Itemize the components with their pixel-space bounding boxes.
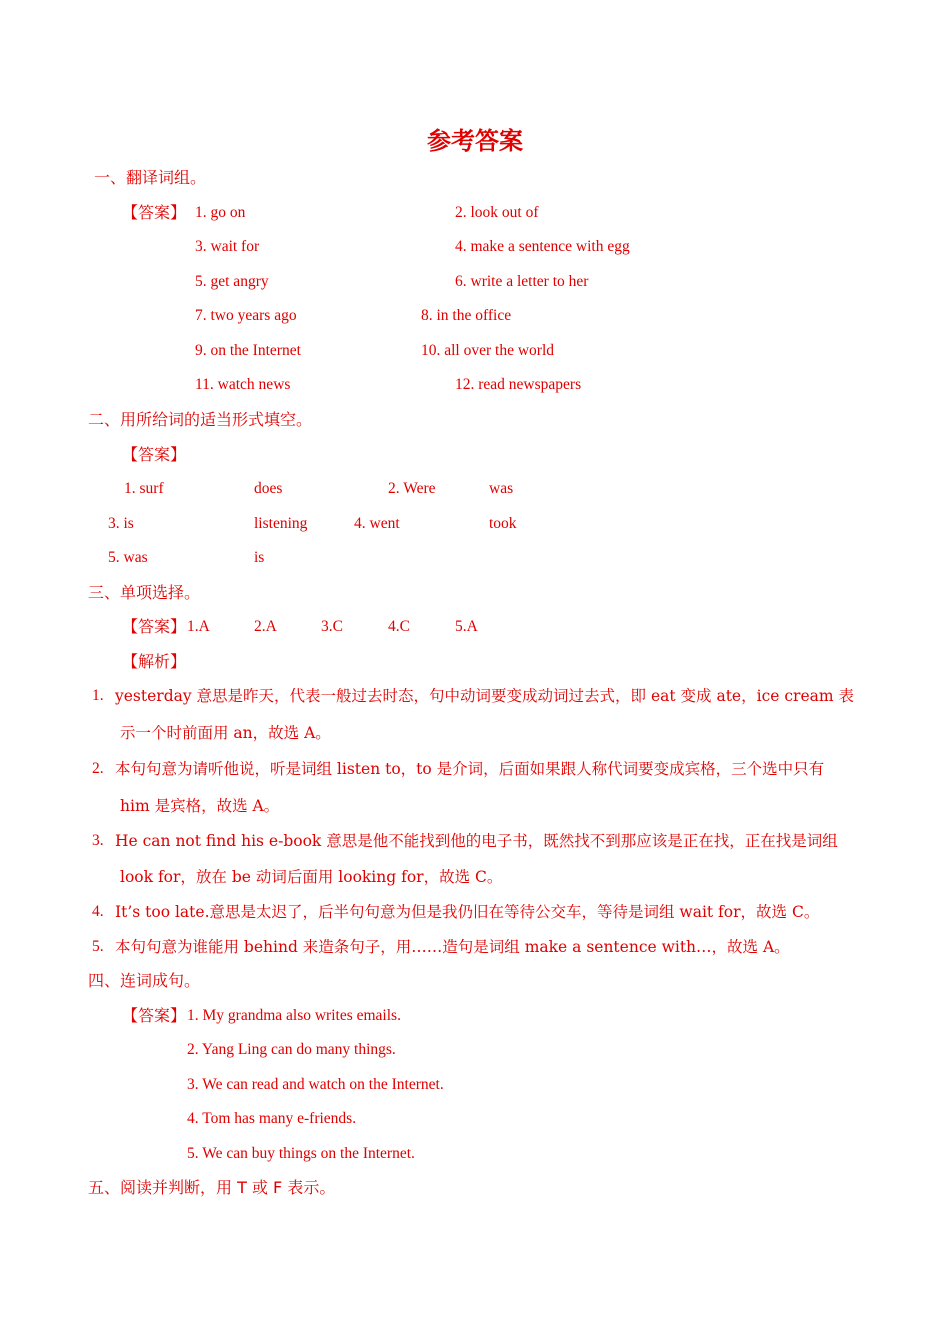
choice-answer: 4.C — [388, 618, 410, 635]
note-text: He can not find his e-book 意思是他不能找到他的电子书，既然找不到那应该是正在找，正在找是词组 — [115, 832, 838, 850]
sentence-answer: 5. We can buy things on the Internet. — [187, 1145, 415, 1162]
phrase-8: 8. in the office — [421, 307, 512, 324]
note-text: 本句句意为请听他说，听是词组 listen to，to 是介词，后面如果跟人称代词要变成宾格，三个选中只有 — [115, 760, 825, 778]
fill-answer: was — [489, 480, 514, 497]
fill-answer: is — [254, 549, 265, 566]
sentence-answer: 2. Yang Ling can do many things. — [187, 1041, 396, 1058]
phrase-6: 6. write a letter to her — [455, 273, 589, 290]
fill-answer: 5. was — [108, 549, 148, 566]
note-number: 2. — [92, 760, 104, 777]
fill-answer: 4. went — [354, 515, 400, 532]
phrase-5: 5. get angry — [195, 273, 269, 290]
page-title: 参考答案 — [427, 127, 523, 155]
sentence-answer: 1. My grandma also writes emails. — [187, 1007, 401, 1024]
fill-answer: took — [489, 515, 517, 532]
section-5-heading: 五、阅读并判断，用 T 或 F 表示。 — [88, 1178, 336, 1197]
note-number: 5. — [92, 938, 104, 955]
fill-answer: 2. Were — [388, 480, 436, 497]
fill-answer: 3. is — [108, 515, 134, 532]
phrase-2: 2. look out of — [455, 204, 539, 221]
section-2-answer-label: 【答案】 — [122, 445, 187, 464]
phrase-11: 11. watch news — [195, 376, 291, 393]
phrase-4: 4. make a sentence with egg — [455, 238, 630, 255]
choice-answer: 5.A — [455, 618, 478, 635]
section-1-answer-label: 【答案】 — [122, 203, 187, 222]
phrase-10: 10. all over the world — [421, 342, 555, 359]
phrase-7: 7. two years ago — [195, 307, 297, 324]
sentence-answer: 3. We can read and watch on the Internet. — [187, 1076, 444, 1093]
note-text: him 是宾格，故选 A。 — [120, 797, 280, 815]
phrase-3: 3. wait for — [195, 238, 260, 255]
choice-answer: 2.A — [254, 618, 277, 635]
phrase-9: 9. on the Internet — [195, 342, 301, 359]
note-number: 4. — [92, 903, 104, 920]
note-text: 本句句意为谁能用 behind 来造条句子，用……造句是词组 make a sentence with…，故选 A。 — [115, 938, 790, 956]
note-text: It’s too late.意思是太迟了，后半句句意为但是我仍旧在等待公交车，等待是词组 wait for，故选 C。 — [115, 903, 820, 921]
choice-answer: 3.C — [321, 618, 343, 635]
section-4-answer-label: 【答案】 — [122, 1006, 187, 1025]
phrase-1: 1. go on — [195, 204, 246, 221]
section-3-answer-label: 【答案】 — [122, 617, 187, 636]
choice-answer: 1.A — [187, 618, 210, 635]
note-number: 3. — [92, 832, 104, 849]
section-4-heading: 四、连词成句。 — [88, 971, 201, 990]
fill-answer: listening — [254, 515, 308, 532]
note-number: 1. — [92, 687, 104, 704]
section-1-heading: 一、翻译词组。 — [94, 168, 207, 187]
sentence-answer: 4. Tom has many e-friends. — [187, 1110, 357, 1127]
note-text: yesterday 意思是昨天，代表一般过去时态，句中动词要变成动词过去式，即 eat 变成 ate，ice cream 表 — [115, 687, 854, 705]
analysis-label: 【解析】 — [122, 652, 187, 671]
fill-answer: 1. surf — [124, 480, 164, 497]
phrase-12: 12. read newspapers — [455, 376, 582, 393]
fill-answer: does — [254, 480, 283, 497]
note-text: 示一个时前面用 an，故选 A。 — [120, 724, 331, 742]
section-3-heading: 三、单项选择。 — [88, 583, 201, 602]
note-text: look for，放在 be 动词后面用 looking for，故选 C。 — [120, 868, 503, 886]
section-2-heading: 二、用所给词的适当形式填空。 — [88, 410, 313, 429]
